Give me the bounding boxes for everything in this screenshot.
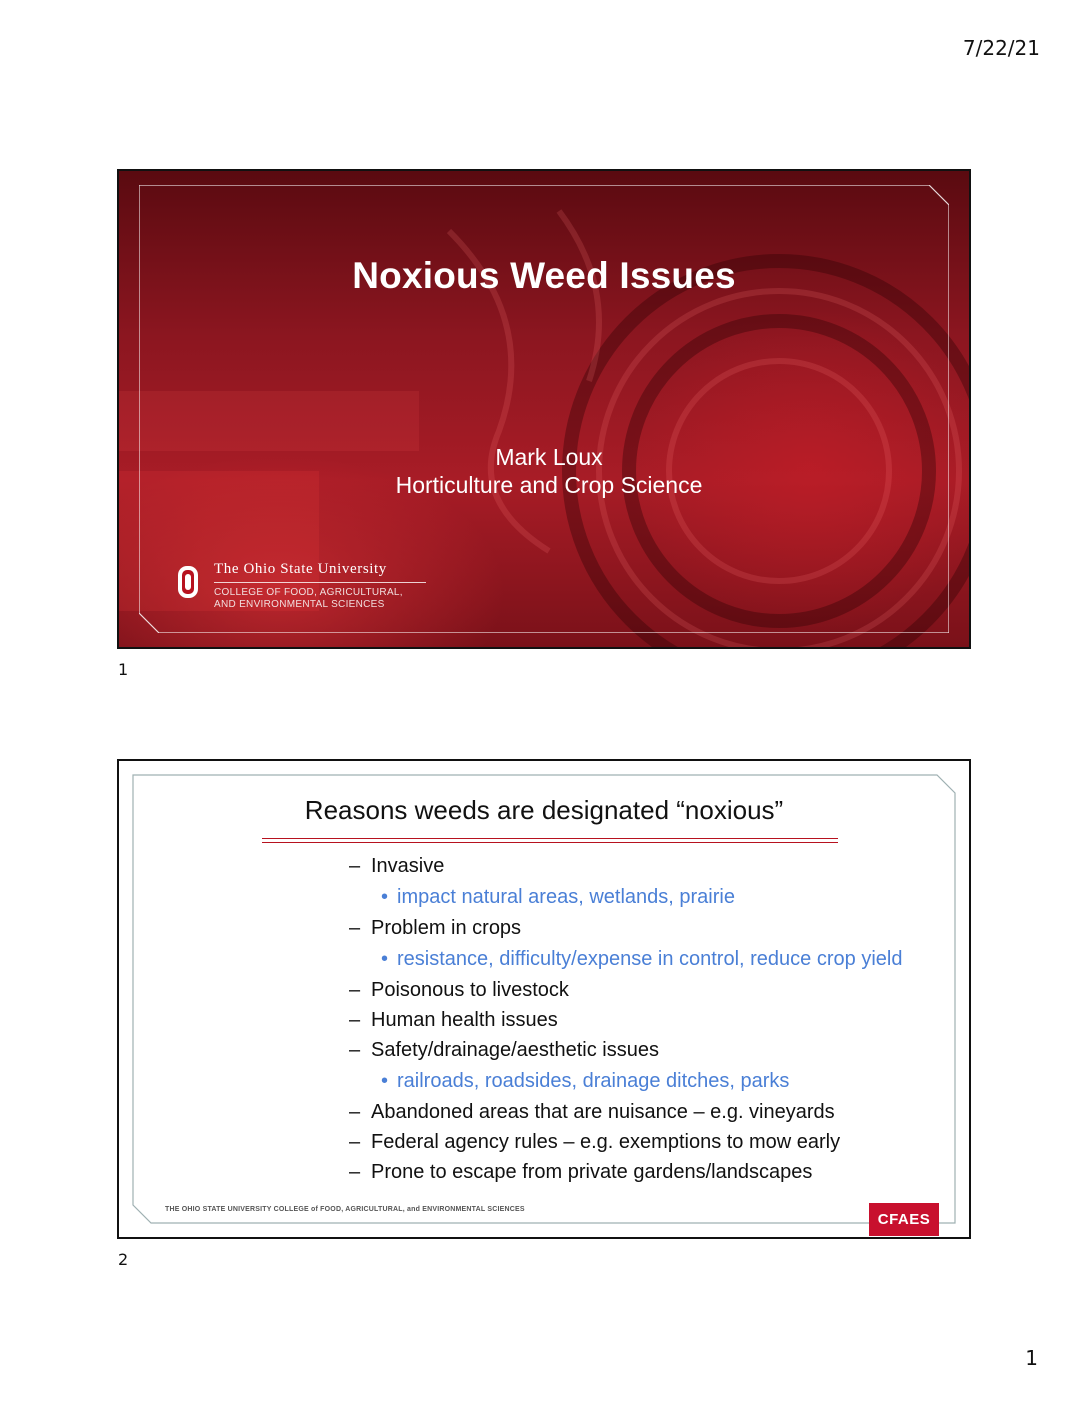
page-number: 1 — [1025, 1346, 1038, 1370]
bullet-list — [349, 851, 959, 1187]
author-department: Horticulture and Crop Science — [395, 472, 703, 498]
list-item: – Prone to escape from private gardens/landscapes — [349, 1161, 813, 1183]
list-item: – Abandoned areas that are nuisance – e.g. vineyards — [349, 1101, 835, 1123]
slide-title: Reasons weeds are designated “noxious” — [304, 795, 784, 825]
list-item: – Federal agency rules – e.g. exemptions to mow early — [349, 1131, 841, 1153]
university-name: The Ohio State University — [214, 561, 387, 577]
list-item: – Safety/drainage/aesthetic issues — [349, 1039, 659, 1061]
slide-title: Noxious Weed Issues — [352, 255, 736, 296]
college-name — [214, 587, 403, 611]
content-slide — [117, 759, 971, 1239]
list-item: – Human health issues — [349, 1009, 558, 1031]
slide-number: 2 — [118, 1250, 129, 1269]
author-block — [119, 443, 969, 499]
cfaes-badge: CFAES — [869, 1203, 939, 1236]
page-date: 7/22/21 — [962, 36, 1040, 60]
author-name: Mark Loux — [495, 444, 603, 470]
college-line-1: COLLEGE OF FOOD, AGRICULTURAL, — [214, 587, 403, 598]
list-item: – Poisonous to livestock — [349, 979, 569, 1001]
sub-list-item: • impact natural areas, wetlands, prairie — [381, 886, 735, 908]
osu-logo — [177, 561, 437, 611]
title-underline — [262, 838, 838, 843]
list-item: – Problem in crops — [349, 917, 522, 939]
logo-divider — [214, 582, 426, 583]
block-o-icon — [177, 565, 199, 599]
list-item: – Invasive — [349, 855, 445, 877]
sub-list-item: • railroads, roadsides, drainage ditches, parks — [381, 1070, 790, 1092]
college-line-2: AND ENVIRONMENTAL SCIENCES — [214, 599, 385, 610]
college-footer: THE OHIO STATE UNIVERSITY COLLEGE of FOOD, AGRICULTURAL, and ENVIRONMENTAL SCIENCES — [165, 1206, 525, 1213]
slide-number: 1 — [118, 660, 129, 679]
title-slide — [117, 169, 971, 649]
sub-list-item: • resistance, difficulty/expense in control, reduce crop yield — [381, 948, 903, 970]
